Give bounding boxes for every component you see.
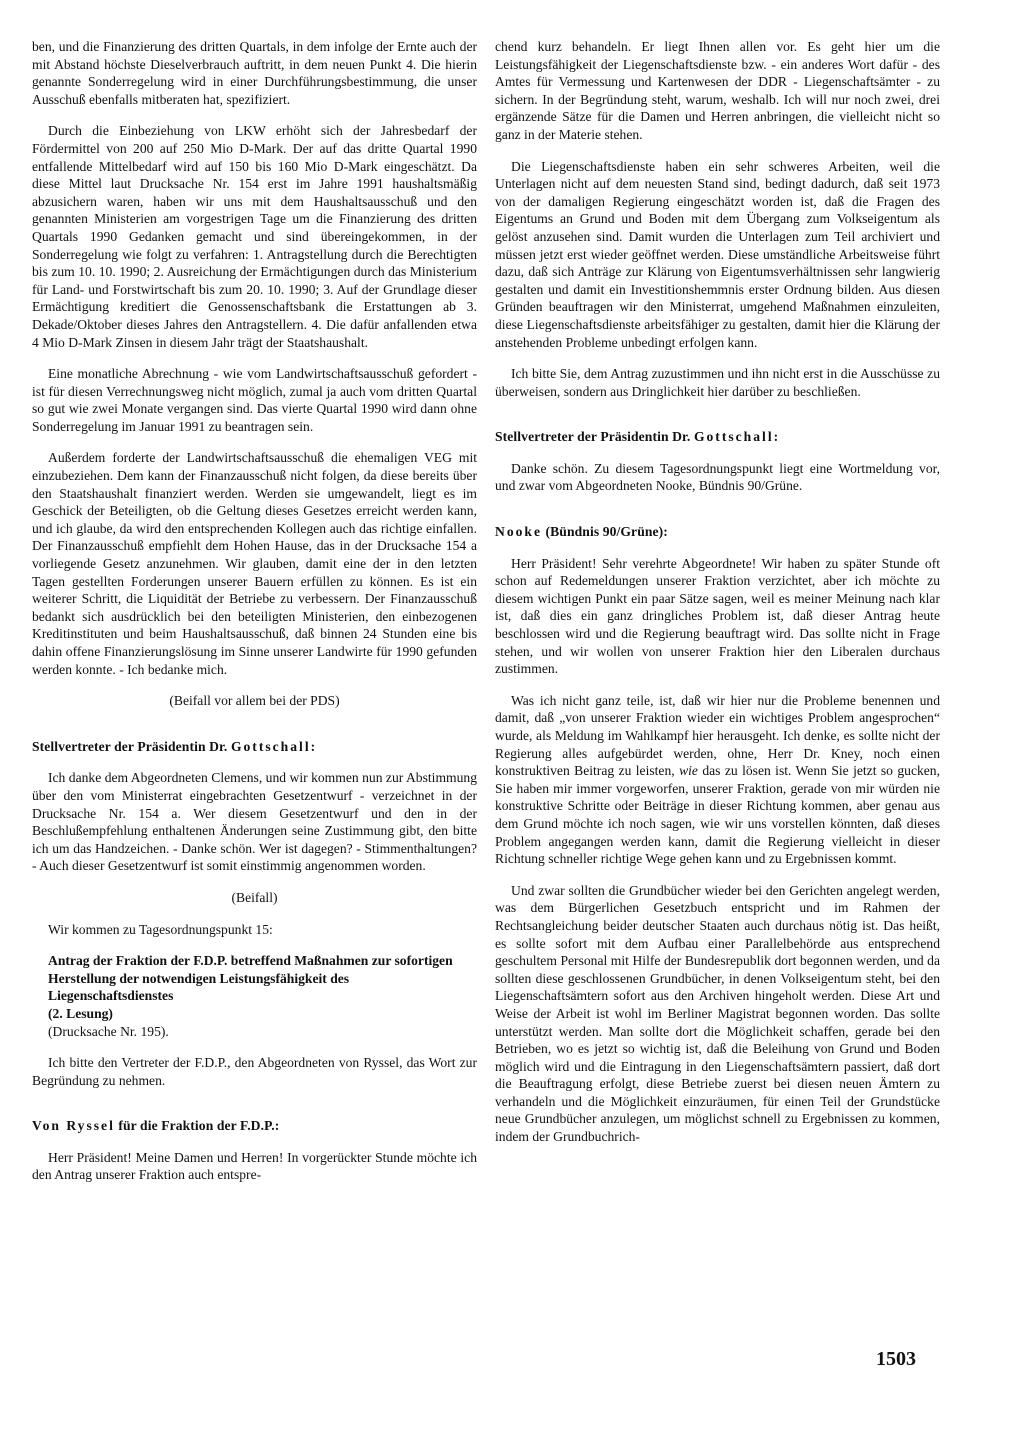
emphasis-text: wie	[679, 763, 698, 779]
speaker-heading	[32, 738, 477, 756]
speaker-role: (Bündnis 90/Grüne):	[542, 524, 668, 540]
paragraph: Und zwar sollten die Grundbücher wieder bei den Gerichten angelegt werden, was dem Bürgerlichen Gesetzbuch entspricht und im Rahmen der Rechtsangleichung beider deutscher Staaten auch durchaus nötig ist. Das heißt, es sollte sofort mit dem Aufbau einer Parallelbehörde aus entsprechend geschultem Personal mit Hilfe der Bundesrepublik dort begonnen werden, und da sollten diese geschlossenen Grundbücher, in denen Volkseigentum steht, bei den Liegenschaftsämtern sofort aus den Archiven hingeholt werden. Diese Art und Weise der Arbeit ist wohl im Berliner Magistrat begonnen worden. Das sollte unterstützt werden. Man sollte dort die Möglichkeit schaffen, gerade bei den Betrieben, wo es jetzt so wichtig ist, daß die Beleihung von Grund und Boden möglich wird und die Eintragung in den Liegenschaftsämtern passiert, daß dort die Beauftragung erfolgt, diese Betriebe zuerst bei diesen neuen Ämtern zu verhandeln und die Möglichkeit einzuräumen, für einen Teil der Grundstücke neue Grundbücher anzulegen, um möglichst schnell zu Ergebnissen zu kommen, indem der Grundbuchrich-	[495, 882, 940, 1145]
speaker-heading	[495, 523, 940, 541]
page-number: 1503	[876, 1348, 916, 1370]
applause-note: (Beifall vor allem bei der PDS)	[169, 693, 340, 709]
paragraph: Die Liegenschaftsdienste haben ein sehr schweres Arbeiten, weil die Unterlagen nicht auf dem neuesten Stand sind, bedingt dadurch, daß seit 1973 von der damaligen Regierung eingeschätzt worden ist, daß die Fragen des Eigentums an Grund und Boden mit dem Übergang zum Volkseigentum als gelöst anzusehen sind. Damit wurden die Unterlagen zum Teil archiviert und müssen jetzt erst wieder geöffnet werden. Diese umständliche Arbeitsweise führt dazu, daß sich Anträge zur Klärung von Eigentumsverhältnissen sehr langwierig gestalten und damit ein Investitionshemmnis erster Ordnung bilden. Aus diesen Gründen beauftragen wir den Ministerrat, umgehend Maßnahmen einzuleiten, diese Liegenschaftsdienste arbeitsfähiger zu gestalten, damit hier die Klärung der anstehenden Probleme unbedingt erfolgen kann.	[495, 158, 940, 350]
speaker-role: Stellvertreter der Präsidentin Dr.	[495, 429, 694, 445]
paragraph: chend kurz behandeln. Er liegt Ihnen allen vor. Es geht hier um die Leistungsfähigkeit der Liegenschaftsdienste bzw. - ein anderes Wort dafür - des Amtes für Vermessung und Kartenwesen der DDR - Liegenschaftsämter - zu sichern. In der Begründung steht, warum, weshalb. Ich will nur noch zwei, drei ergänzende Sätze für die Damen und Herren anbringen, die vielleicht nicht so ganz in der Materie stehen.	[495, 39, 940, 142]
text-run: das zu lösen ist. Wenn Sie jetzt so gucken, Sie haben mir immer vorgeworfen, unserer Fraktion, gerade von mir würden nie konstruktive Schritte oder Beiträge in dieser Richtung kommen, aber genau aus dem Grund möchte ich noch sagen, wie wir uns vorstellen könnten, daß dieses Problem angegangen werden kann, damit die Regierung vielleicht in dieser Richtung schneller richtige Wege gehen kann und zu Ergebnissen kommt.	[495, 763, 941, 867]
left-column	[32, 38, 477, 1198]
paragraph: Ich bitte Sie, dem Antrag zuzustimmen und ihn nicht erst in die Ausschüsse zu überweisen, sondern aus Dringlichkeit hier darüber zu beschließen.	[495, 366, 940, 399]
speaker-role: für die Fraktion der F.D.P.:	[114, 1118, 280, 1134]
right-column	[495, 38, 940, 1160]
paragraph: ben, und die Finanzierung des dritten Quartals, in dem infolge der Ernte auch der mit Abstand höchste Dieselverbrauch auftritt, in dem neuen Punkt 4. Die hierin genannte Sonderregelung wird in einer Durchführungsbestimmung, die unser Ausschuß ebenfalls mitberaten hat, spezifiziert.	[32, 39, 477, 107]
motion-document: (Drucksache Nr. 195).	[48, 1023, 169, 1039]
paragraph: Durch die Einbeziehung von LKW erhöht sich der Jahresbedarf der Fördermittel von 200 auf 250 Mio D-Mark. Der auf das dritte Quartal 1990 entfallende Mittelbedarf wird auf 150 bis 160 Mio D-Mark eingeschätzt. Da diese Mittel laut Drucksache Nr. 154 erst im Jahre 1991 haushaltsmäßig abzusichern waren, haben wir uns mit dem Haushaltsausschuß und den genannten Ministerien am vorgestrigen Tage um die Finanzierung des dritten Quartals 1990 Gedanken gemacht und sind übereingekommen, in der Sonderregelung wie folgt zu verfahren: 1. Antragstellung durch die Berechtigten bis zum 10. 10. 1990; 2. Ausreichung der Ermächtigungen durch das Ministerium für Land- und Forstwirtschaft bis zum 20. 10. 1990; 3. Auf der Grundlage dieser Ermächtigung kreditiert die Genossenschaftsbank die Erstattungen ab 3. Dekade/Oktober dieses Jahres den Antragstellern. 4. Die dafür anfallenden etwa 4 Mio D-Mark Zinsen in diesem Jahr trägt der Staatshaushalt.	[32, 123, 477, 350]
motion-reading: (2. Lesung)	[48, 1005, 113, 1021]
agenda-motion	[32, 952, 477, 1040]
paragraph: Ich danke dem Abgeordneten Clemens, und wir kommen nun zur Abstimmung über den vom Ministerrat eingebrachten Gesetzentwurf - verzeichnet in der Drucksache Nr. 154 a. Wer diesem Gesetzentwurf und den in der Beschlußempfehlung enthaltenen Änderungen seine Zustimmung gibt, den bitte ich um das Handzeichen. - Danke schön. Wer ist dagegen? - Stimmenthaltungen? - Auch dieser Gesetzentwurf ist somit einstimmig angenommen worden.	[32, 770, 477, 874]
applause-note: (Beifall)	[231, 889, 278, 905]
paragraph: Herr Präsident! Meine Damen und Herren! In vorgerückter Stunde möchte ich den Antrag unserer Fraktion auch entspre-	[32, 1149, 477, 1183]
text-run: Was ich nicht ganz teile, ist, daß wir hier nur die Probleme benennen und damit, daß „von unserer Fraktion wieder ein wichtiges Problem angesprochen“ wurde, als Meldung im Wahlkampf hier herausgeht. Ich denke, es sollte nicht der Regierung alles aufgebürdet werden, ohne, Herr Dr. Kney, noch einen konstruktiven Beitrag zu leisten,	[495, 692, 940, 779]
paragraph: Ich bitte den Vertreter der F.D.P., den Abgeordneten von Ryssel, das Wort zur Begründung zu nehmen.	[32, 1055, 477, 1088]
paragraph: Danke schön. Zu diesem Tagesordnungspunkt liegt eine Wortmeldung vor, und zwar vom Abgeordneten Nooke, Bündnis 90/Grüne.	[495, 460, 940, 494]
speaker-heading	[32, 1117, 477, 1135]
speaker-heading	[495, 428, 940, 446]
motion-title: Antrag der Fraktion der F.D.P. betreffend Maßnahmen zur sofortigen Herstellung der notwendigen Leistungsfähigkeit des Liegenschaftsdienstes	[48, 953, 453, 1004]
paragraph: Herr Präsident! Sehr verehrte Abgeordnete! Wir haben zu später Stunde oft schon auf Redemeldungen unserer Fraktion verzichtet, aber ich möchte zu diesem wichtigen Punkt ein paar Sätze sagen, weil es meiner Meinung nach klar ist, daß dies ein ganz dringliches Problem ist, daß dieser Antrag heute beschlossen wird und die Regierung beauftragt wird. Das sollte nicht in Frage stehen, und wir wollen von unserer Fraktion hier den Liberalen durchaus zustimmen.	[495, 555, 940, 677]
paragraph: Eine monatliche Abrechnung - wie vom Landwirtschaftsausschuß gefordert - ist für diesen Verrechnungsweg nicht möglich, zumal ja auch vom dritten Quartal so gut wie zwei Monate vergangen sind. Das vierte Quartal 1990 wird dann ohne Sonderregelung im Januar 1991 zu beantragen sein.	[32, 366, 477, 434]
paragraph	[495, 692, 940, 868]
speaker-role: Stellvertreter der Präsidentin Dr.	[32, 738, 231, 754]
speaker-name: Gottschall:	[693, 429, 781, 445]
speaker-name: Gottschall:	[230, 738, 318, 754]
paragraph: Wir kommen zu Tagesordnungspunkt 15:	[48, 921, 273, 937]
speaker-name: Nooke	[495, 524, 543, 540]
speaker-name: Von Ryssel	[32, 1118, 115, 1134]
paragraph: Außerdem forderte der Landwirtschaftsausschuß die ehemaligen VEG mit einzubeziehen. Dem kann der Finanzausschuß nicht folgen, da diese bereits über den Staatshaushalt finanziert werden. Werden sie umgewandelt, liegt es im Geschick der Beteiligten, ob die Geltung dieses Gesetzes erreicht werden kann, und ich glaube, da wird den entsprechenden Kollegen auch das richtige einfallen. Der Finanzausschuß empfiehlt dem Hohen Hause, das in der Drucksache 154 a vorliegende Gesetz anzunehmen. Wir glauben, damit eine der in den letzten Tagen gestellten Forderungen unserer Bauern erfüllen zu können. Es ist ein weiterer Schritt, die Liquidität der Betriebe zu verbessern. Der Finanzausschuß bedankt sich ausdrücklich bei den beteiligten Ministerien, den einbezogenen Kreditinstituten und beim Haushaltsausschuß, daß binnen 24 Stunden eine bis dahin offene Finanzierungslösung im Sinne unserer Landwirte für 1990 gefunden werden konnte. - Ich bedanke mich.	[32, 450, 477, 677]
